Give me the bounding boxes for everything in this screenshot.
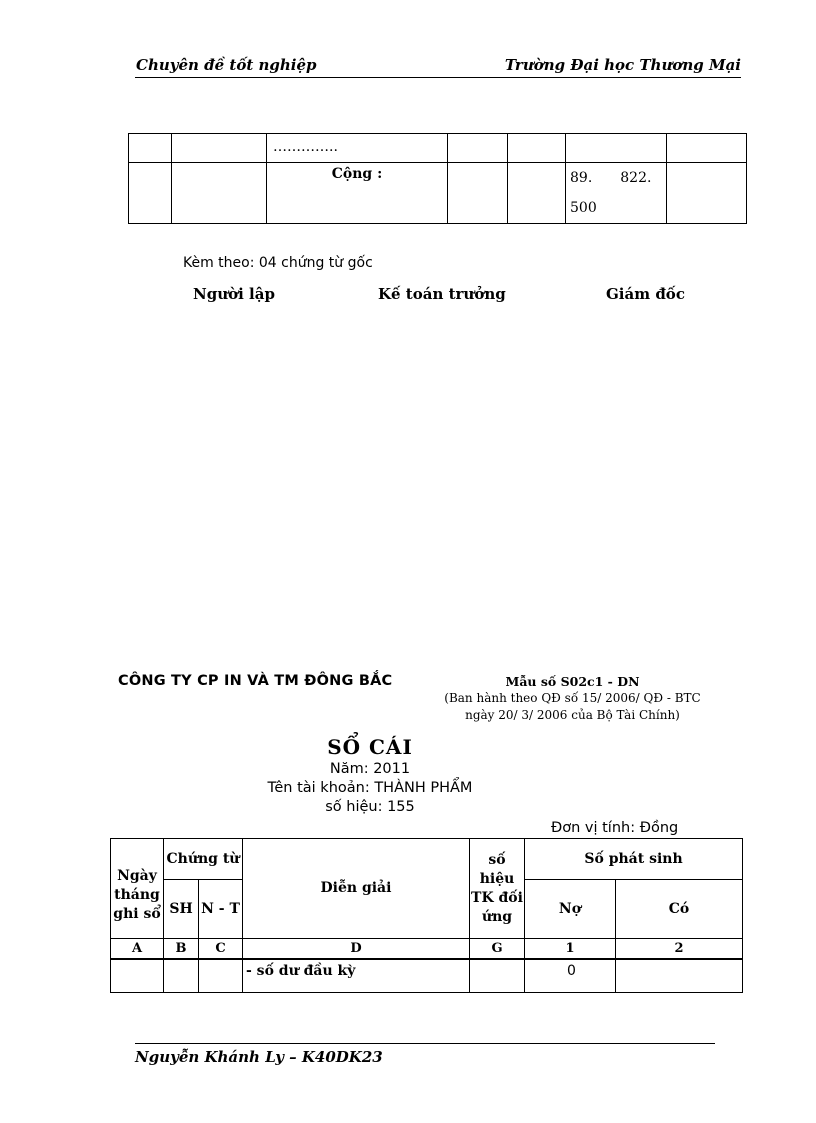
letter-2: 2	[616, 939, 743, 960]
footer-rule	[135, 1043, 715, 1044]
total-amount-part1: 89.	[570, 170, 593, 186]
letter-b: B	[164, 939, 199, 960]
header-right: Trường Đại học Thương Mại	[504, 56, 741, 74]
form-issued: (Ban hành theo QĐ số 15/ 2006/ QĐ - BTC	[444, 691, 701, 705]
opening-balance-label: - số dư đầu kỳ	[243, 959, 470, 993]
form-info	[430, 673, 715, 724]
letter-a: A	[111, 939, 164, 960]
ledger-title: SỔ CÁI	[327, 735, 413, 759]
total-amount-part3: 500	[570, 200, 597, 216]
form-code: Mẫu số S02c1 - DN	[505, 674, 640, 689]
col-nt-header: N - T	[199, 880, 243, 939]
col-desc-header: Diễn giải	[243, 839, 470, 939]
signature-chief-accountant: Kế toán trưởng	[378, 285, 506, 303]
account-number: số hiệu: 155	[325, 799, 415, 815]
attachment-note: Kèm theo: 04 chứng từ gốc	[183, 255, 373, 271]
col-credit-header: Có	[616, 880, 743, 939]
total-amount	[566, 163, 667, 224]
table-row	[129, 163, 747, 224]
form-date: ngày 20/ 3/ 2006 của Bộ Tài Chính)	[465, 708, 680, 722]
letter-c: C	[199, 939, 243, 960]
header-left: Chuyên đề tốt nghiệp	[136, 56, 317, 74]
letter-d: D	[243, 939, 470, 960]
opening-balance-debit: 0	[525, 959, 616, 993]
col-debit-header: Nợ	[525, 880, 616, 939]
currency-unit: Đơn vị tính: Đồng	[551, 820, 679, 836]
ellipsis-cell: …………..	[267, 134, 448, 163]
col-date-header: Ngày tháng ghi sổ	[111, 839, 164, 939]
ledger-table	[110, 838, 743, 993]
col-voucher-header: Chứng từ	[164, 839, 243, 880]
col-sh-header: SH	[164, 880, 199, 939]
header-rule	[135, 77, 741, 78]
opening-balance-credit	[616, 959, 743, 993]
table-row	[111, 959, 743, 993]
signature-preparer: Người lập	[193, 285, 275, 303]
ledger-year: Năm: 2011	[329, 761, 411, 777]
company-name: CÔNG TY CP IN VÀ TM ĐÔNG BẮC	[118, 673, 393, 689]
footer-author: Nguyễn Khánh Ly – K40DK23	[135, 1048, 383, 1066]
total-label: Cộng :	[267, 163, 448, 224]
total-amount-part2: 822.	[620, 170, 652, 186]
letter-g: G	[470, 939, 525, 960]
ledger-header-row	[111, 839, 743, 880]
signature-director: Giám đốc	[606, 285, 685, 303]
table-row	[129, 134, 747, 163]
col-amount-header: Số phát sinh	[525, 839, 743, 880]
col-contra-header: số hiệu TK đối ứng	[470, 839, 525, 939]
ledger-letter-row	[111, 939, 743, 960]
letter-1: 1	[525, 939, 616, 960]
continuation-table	[128, 133, 747, 224]
account-name: Tên tài khoản: THÀNH PHẨM	[267, 780, 473, 796]
